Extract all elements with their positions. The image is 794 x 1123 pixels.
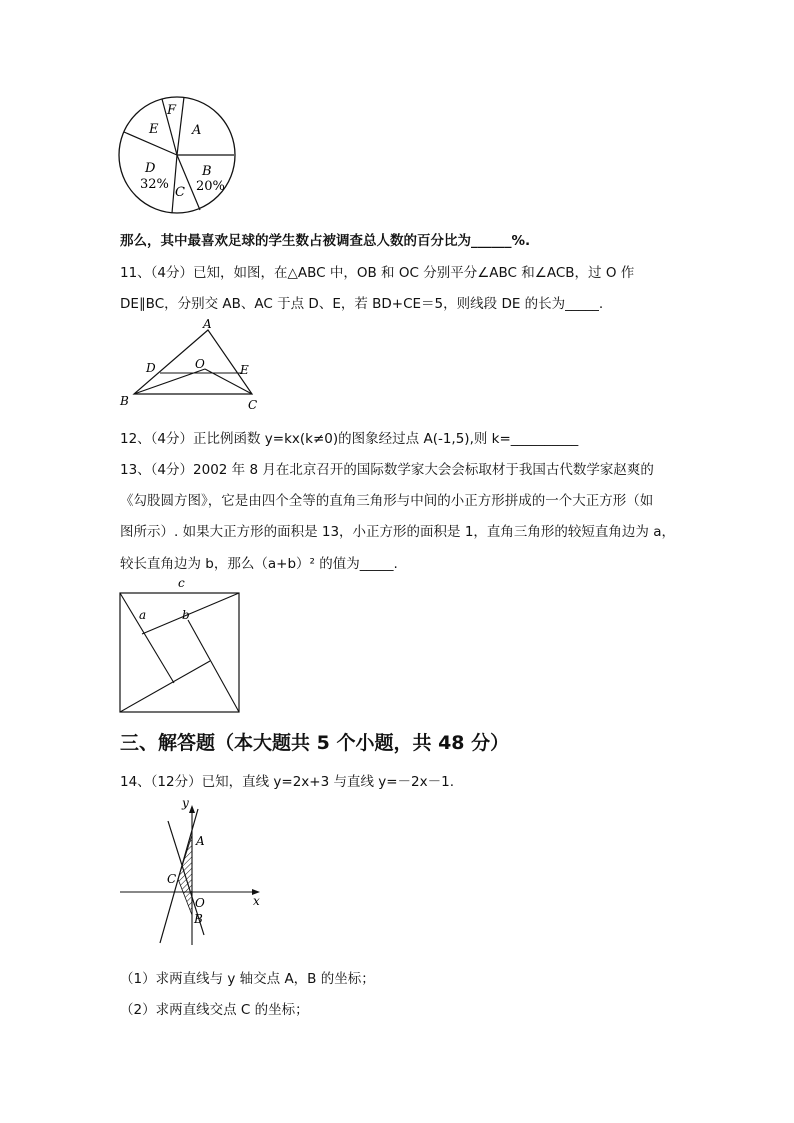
y-axis-arrow (189, 805, 195, 813)
q11-text-line2: DE∥BC，分别交 AB、AC 于点 D、E，若 BD+CE＝5，则线段 DE 的长为_____. (120, 296, 604, 312)
coordinate-graph (112, 795, 272, 955)
pie-value-d: 32% (140, 177, 169, 192)
graph-label-o: O (195, 896, 205, 910)
tri-label-b: B (120, 394, 129, 408)
graph-label-c: C (167, 872, 177, 886)
tri-label-o: O (195, 357, 205, 371)
q13-text-line4: 较长直角边为 b，那么（a+b）² 的值为_____. (120, 556, 398, 572)
pie-label-c: C (175, 185, 185, 200)
pie-divider-d (172, 155, 177, 213)
pie-value-b: 20% (196, 179, 225, 194)
pie-chart-figure (112, 92, 242, 222)
square-figure (112, 575, 252, 713)
sq-label-a: a (139, 608, 147, 622)
sq-label-c: c (178, 576, 185, 590)
graph-label-y: y (182, 796, 189, 810)
outer-square (120, 593, 239, 712)
q12-text-line1: 12、（4分）正比例函数 y=kx(k≠0)的图象经过点 A(-1,5),则 k=__________ (120, 431, 579, 447)
pie-label-b: B (202, 164, 212, 179)
graph-label-x: x (253, 894, 260, 908)
sq-line-1 (120, 593, 174, 683)
graph-label-b: B (194, 912, 203, 926)
graph-label-a: A (196, 834, 205, 848)
pie-divider-a (177, 97, 184, 155)
pie-label-d: D (145, 161, 156, 176)
triangle-figure (112, 318, 272, 418)
q14-text-line1: 14、（12分）已知，直线 y=2x+3 与直线 y=－2x－1. (120, 774, 455, 790)
q13-text-line3: 图所示）. 如果大正方形的面积是 13，小正方形的面积是 1，直角三角形的较短直角边为 a， (120, 524, 675, 540)
pie-label-f: F (167, 103, 177, 118)
q13-text-line1: 13、（4分）2002 年 8 月在北京召开的国际数学家大会会标取材于我国古代数学家赵爽的 (120, 462, 654, 478)
section-3-title: 三、解答题（本大题共 5 个小题，共 48 分） (120, 732, 510, 754)
q10-tail-text: 那么，其中最喜欢足球的学生数占被调查总人数的百分比为______%. (120, 233, 531, 249)
pie-label-e: E (149, 122, 159, 137)
sq-line-3 (188, 620, 239, 712)
tri-label-a: A (203, 318, 212, 331)
tri-label-c: C (248, 398, 258, 412)
q11-text-line1: 11、（4分）已知，如图，在△ABC 中，OB 和 OC 分别平分∠ABC 和∠ACB，过 O 作 (120, 265, 635, 281)
sq-label-b: b (182, 608, 190, 622)
tri-label-d: D (146, 361, 156, 375)
sq-line-2 (142, 593, 239, 634)
q14-part2-text: （2）求两直线交点 C 的坐标； (120, 1002, 309, 1018)
pie-label-a: A (192, 123, 202, 138)
tri-label-e: E (240, 363, 249, 377)
q13-text-line2: 《勾股圆方图》，它是由四个全等的直角三角形与中间的小正方形拼成的一个大正方形（如 (120, 493, 654, 509)
q14-part1-text: （1）求两直线与 y 轴交点 A，B 的坐标； (120, 971, 375, 987)
